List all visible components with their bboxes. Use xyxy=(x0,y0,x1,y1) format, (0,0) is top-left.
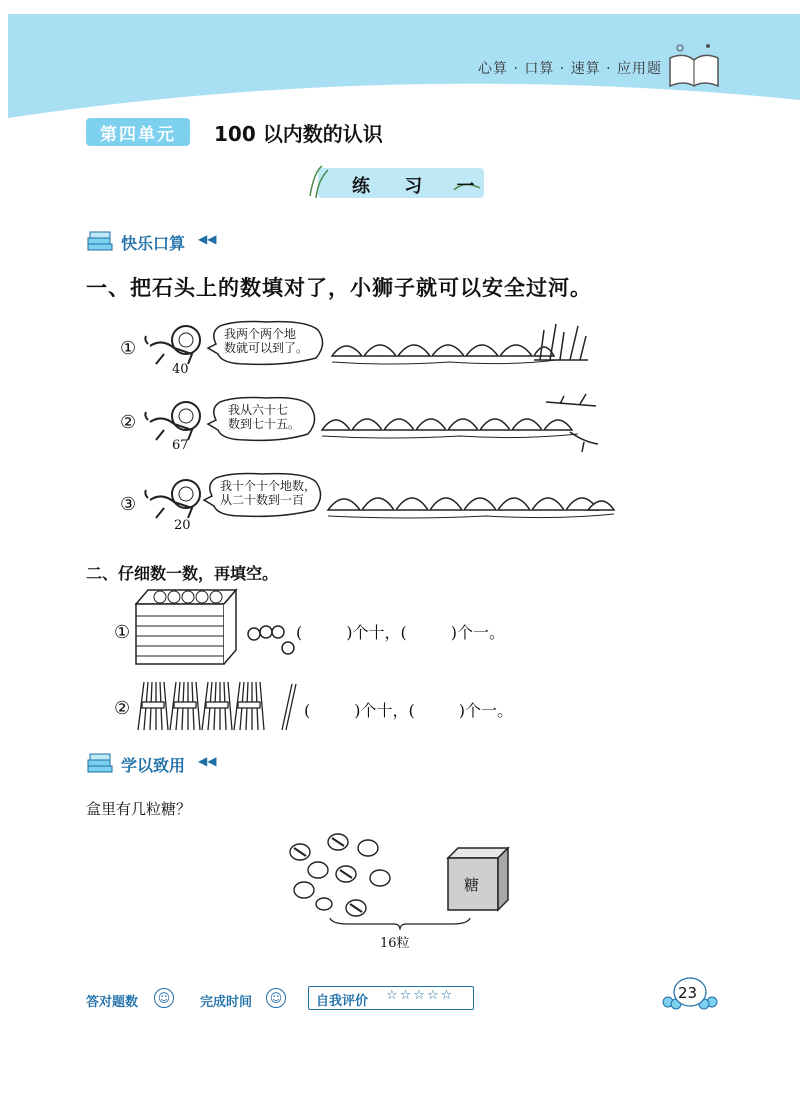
practice-title: 练 习 一 xyxy=(352,176,489,197)
item-marker: ② xyxy=(114,698,131,719)
riverbank-tree xyxy=(540,392,602,454)
total-brace xyxy=(328,916,472,932)
correct-count-label: 答对题数 xyxy=(86,995,139,1010)
self-eval-label: 自我评价 xyxy=(316,994,369,1009)
fill-blank-1: ( )个十，( )个一。 xyxy=(296,623,505,642)
blank-open: ( xyxy=(296,623,303,642)
speech-text: 我两个两个地 数就可以到了。 xyxy=(224,327,309,355)
unit-badge: 第四单元 xyxy=(86,118,190,146)
section-heading-kuaile: 快乐口算 xyxy=(121,234,186,253)
row-marker: ③ xyxy=(120,494,137,515)
total-label: 16粒 xyxy=(380,936,410,951)
book-icon xyxy=(664,40,724,90)
speech-text: 我从六十七 数到七十五。 xyxy=(228,403,301,431)
arrow-left-icon: ◀◀ xyxy=(198,754,217,768)
books-icon xyxy=(86,748,116,774)
books-icon xyxy=(86,226,116,252)
lion-icon xyxy=(142,474,206,524)
riverbank-grass xyxy=(530,318,592,370)
candies xyxy=(284,826,394,926)
blank-open: ( xyxy=(304,701,311,720)
section-heading-xueyi: 学以致用 xyxy=(121,756,186,775)
header-subjects: 心算 · 口算 · 速算 · 应用题 xyxy=(478,61,663,77)
row-marker: ② xyxy=(120,412,137,433)
smiley-icon: ☺ xyxy=(154,988,174,1008)
lion-start-number: 20 xyxy=(174,518,191,533)
completion-time-label: 完成时间 xyxy=(200,995,253,1010)
lion-start-number: 40 xyxy=(172,362,189,377)
smiley-icon: ☺ xyxy=(266,988,286,1008)
row-marker: ① xyxy=(120,338,137,359)
loose-balls xyxy=(244,620,296,656)
candy-box-label: 糖 xyxy=(464,876,480,894)
question-3-prompt: 盒里有几粒糖？ xyxy=(86,800,192,818)
stick-bundles xyxy=(134,680,304,734)
stones-row xyxy=(330,332,558,370)
item-marker: ① xyxy=(114,622,131,643)
speech-text: 我十个十个地数， 从二十数到一百 xyxy=(220,479,317,507)
fill-blank-2: ( )个十，( )个一。 xyxy=(304,701,513,720)
ball-box xyxy=(134,586,238,666)
lion-start-number: 67 xyxy=(172,438,189,453)
page-number: 23 xyxy=(678,984,698,1002)
question-1-prompt: 一、把石头上的数填对了，小狮子就可以安全过河。 xyxy=(86,276,592,300)
question-2-prompt: 二、仔细数一数，再填空。 xyxy=(86,564,279,583)
lion-icon xyxy=(142,320,206,368)
rating-stars[interactable]: ☆☆☆☆☆ xyxy=(386,988,455,1003)
unit-title: 100 以内数的认识 xyxy=(214,122,383,146)
lion-icon xyxy=(142,396,206,444)
arrow-left-icon: ◀◀ xyxy=(198,232,217,246)
stones-row xyxy=(326,484,616,524)
